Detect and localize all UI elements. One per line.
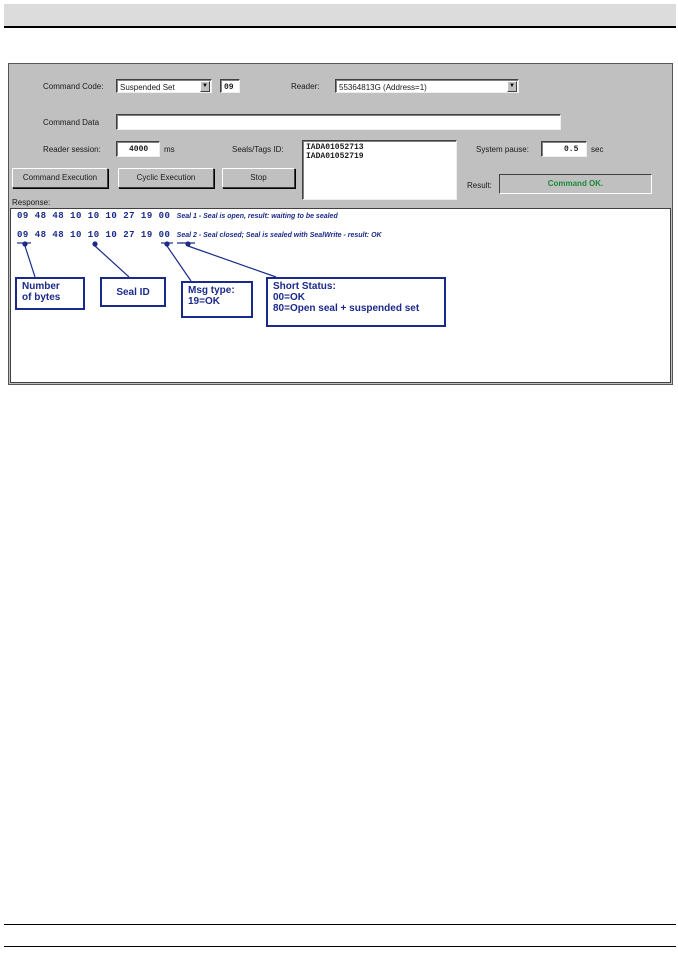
system-pause-value: 0.5 [564,145,579,154]
chevron-down-icon[interactable]: ▼ [200,81,210,92]
seals-tags-label: Seals/Tags ID: [232,145,284,154]
footer-rule-top [4,924,676,925]
callout-msg-type [181,281,253,318]
reader-label: Reader: [291,82,320,91]
reader-session-unit: ms [164,145,175,154]
reader-session-input[interactable] [116,141,160,157]
reader-dropdown[interactable] [335,79,519,93]
callout-number-of-bytes [15,277,85,310]
system-pause-input[interactable] [541,141,587,157]
response-label: Response: [12,198,51,207]
command-data-label: Command Data [43,118,100,127]
seals-tags-list[interactable] [302,140,457,200]
system-pause-unit: sec [591,145,604,154]
callout-short-status [266,277,446,327]
result-status: Command OK. [499,174,652,194]
system-pause-label: System pause: [476,145,529,154]
callout-text: Seal ID [116,287,150,298]
result-label: Result: [467,181,492,190]
response-note: Seal 2 - Seal closed; Seal is sealed with SealWrite - result: OK [176,232,382,239]
chevron-down-icon[interactable]: ▼ [507,81,517,92]
response-hex: 09 48 48 10 10 10 27 19 00 [17,211,171,221]
seal-reader-window [8,63,673,385]
response-panel[interactable] [10,208,671,383]
callout-text: Msg type: [188,285,235,296]
command-code-hex-value: 09 [224,83,234,92]
callout-text: Number [22,281,60,292]
stop-button[interactable]: Stop [222,168,295,188]
callout-text: 80=Open seal + suspended set [273,303,420,314]
response-note: Seal 1 - Seal is open, result: waiting to be sealed [176,213,338,220]
reader-session-label: Reader session: [43,145,101,154]
seal-id-item[interactable]: IADA01052719 [306,152,364,161]
footer-rule-bottom [4,946,676,947]
header-bar [4,4,676,28]
reader-value: 55364813G (Address=1) [339,83,427,92]
callout-text: 00=OK [273,292,305,303]
command-data-input[interactable] [116,114,561,130]
response-hex: 09 48 48 10 10 10 27 19 00 [17,230,171,240]
callout-text: of bytes [22,292,61,303]
command-code-dropdown[interactable] [116,79,212,93]
seal-id-item[interactable]: IADA01052713 [306,143,364,152]
command-code-label: Command Code: [43,82,104,91]
callout-seal-id [100,277,166,307]
command-execution-button[interactable]: Command Execution [12,168,108,188]
callout-text: 19=OK [188,296,220,307]
command-code-value: Suspended Set [120,83,175,92]
callout-text: Short Status: [273,281,336,292]
command-code-hex-field[interactable] [220,79,240,93]
reader-session-value: 4000 [129,145,149,154]
cyclic-execution-button[interactable]: Cyclic Execution [118,168,214,188]
